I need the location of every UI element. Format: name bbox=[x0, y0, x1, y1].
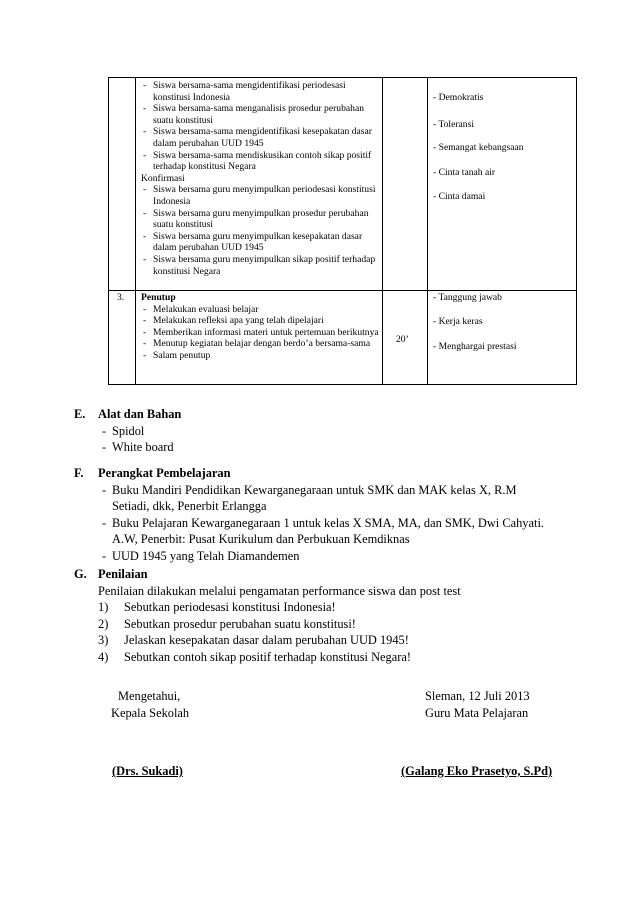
assessment-question bbox=[98, 599, 554, 616]
question-number: 2) bbox=[98, 616, 109, 631]
konfirmasi-item bbox=[141, 231, 379, 254]
section-title: Alat dan Bahan bbox=[98, 407, 182, 421]
bullet-icon: - bbox=[433, 191, 437, 202]
resource-item bbox=[98, 515, 554, 548]
teacher-title: Guru Mata Pelajaran bbox=[425, 706, 529, 720]
bullet-icon: - bbox=[102, 423, 107, 438]
bullet-icon: - bbox=[143, 253, 147, 265]
character-value-item bbox=[433, 341, 517, 353]
question-text: Sebutkan prosedur perubahan suatu konstitusi! bbox=[124, 616, 356, 631]
tool-item bbox=[98, 439, 181, 456]
bullet-icon: - bbox=[143, 315, 147, 327]
question-text: Jelaskan kesepakatan dasar dalam perubahan UUD 1945! bbox=[124, 633, 409, 648]
activity-item bbox=[141, 103, 379, 126]
konfirmasi-item bbox=[141, 208, 379, 231]
assessment-intro: Penilaian dilakukan melalui pengamatan performance siswa dan post test bbox=[98, 583, 461, 598]
activities-cell-penutup bbox=[141, 292, 379, 362]
resource-item-text: UUD 1945 yang Telah Diamandemen bbox=[112, 548, 300, 563]
section-title: Perangkat Pembelajaran bbox=[98, 466, 231, 480]
principal-name: (Drs. Sukadi) bbox=[112, 764, 183, 778]
assessment-question bbox=[98, 616, 554, 633]
bullet-icon: - bbox=[143, 80, 147, 91]
activity-item bbox=[141, 150, 379, 173]
character-value-text: Cinta tanah air bbox=[438, 167, 496, 178]
resource-item bbox=[98, 482, 554, 515]
bullet-icon: - bbox=[433, 292, 437, 303]
konfirmasi-item-text: Siswa bersama guru menyimpulkan kesepakatan dasar dalam perubahan UUD 1945 bbox=[153, 230, 363, 254]
section-e-heading bbox=[74, 406, 181, 423]
bullet-icon: - bbox=[143, 303, 147, 315]
resource-item-text: Buku Pelajaran Kewarganegaraan 1 untuk kelas X SMA, MA, dan SMK, Dwi Cahyati. A.W, Penerbit: Pusat Kurikulum dan Perbukuan Kemdiknas bbox=[112, 515, 544, 547]
character-value-item bbox=[433, 191, 485, 203]
question-number: 3) bbox=[98, 633, 109, 648]
character-value-text: Semangat kebangsaan bbox=[438, 142, 524, 153]
table-col-divider bbox=[135, 78, 136, 384]
section-e bbox=[74, 406, 181, 456]
character-value-item bbox=[433, 119, 474, 131]
penutup-item-text: Melakukan refleksi apa yang telah dipelajari bbox=[153, 315, 324, 327]
bullet-icon: - bbox=[143, 126, 147, 138]
konfirmasi-label: Konfirmasi bbox=[141, 172, 185, 184]
bullet-icon: - bbox=[143, 230, 147, 242]
penutup-item bbox=[141, 350, 379, 362]
penutup-item bbox=[141, 315, 379, 327]
bullet-icon: - bbox=[102, 515, 107, 530]
activity-item-text: Siswa bersama-sama mengidentifikasi periodesasi konstitusi Indonesia bbox=[153, 80, 346, 103]
penutup-item bbox=[141, 338, 379, 350]
activity-item-text: Siswa bersama-sama mendiskusikan contoh sikap positif terhadap konstitusi Negara bbox=[153, 149, 372, 173]
character-value-text: Kerja keras bbox=[438, 316, 483, 327]
bullet-icon: - bbox=[433, 341, 437, 352]
penutup-item bbox=[141, 304, 379, 316]
character-value-text: Toleransi bbox=[438, 119, 474, 130]
penutup-label: Penutup bbox=[141, 292, 176, 303]
question-number: 1) bbox=[98, 600, 109, 615]
penutup-item-text: Memberikan informasi materi untuk pertemuan berikutnya bbox=[153, 326, 379, 338]
values-cell-upper bbox=[433, 78, 573, 288]
lesson-activities-table bbox=[108, 77, 577, 385]
resource-item bbox=[98, 548, 554, 565]
activity-item-text: Siswa bersama-sama mengidentifikasi kesepakatan dasar dalam perubahan UUD 1945 bbox=[153, 126, 372, 149]
konfirmasi-item bbox=[141, 254, 379, 277]
character-value-text: Tanggung jawab bbox=[438, 292, 502, 303]
question-number: 4) bbox=[98, 649, 109, 664]
activities-cell-upper bbox=[141, 80, 379, 277]
penutup-item-text: Menutup kegiatan belajar dengan berdo’a bersama-sama bbox=[153, 338, 371, 350]
resource-item-text: Buku Mandiri Pendidikan Kewarganegaraan untuk SMK dan MAK kelas X, R.M Setiadi, dkk, Penerbit Erlangga bbox=[112, 482, 517, 514]
character-value-item bbox=[433, 92, 483, 104]
section-letter: F. bbox=[74, 466, 84, 480]
activity-item bbox=[141, 80, 379, 103]
character-value-text: Cinta damai bbox=[438, 191, 486, 202]
teacher-name: (Galang Eko Prasetyo, S.Pd) bbox=[401, 764, 553, 778]
values-cell-penutup bbox=[433, 290, 573, 380]
penutup-item bbox=[141, 327, 379, 339]
table-col-divider bbox=[382, 78, 383, 384]
character-value-item bbox=[433, 316, 483, 328]
row-number: 3. bbox=[117, 292, 125, 303]
bullet-icon: - bbox=[143, 326, 147, 338]
section-f bbox=[74, 465, 554, 565]
question-text: Sebutkan periodesasi konstitusi Indonesia! bbox=[124, 600, 336, 615]
tool-item-text: White board bbox=[112, 440, 174, 455]
section-g-heading bbox=[74, 566, 554, 583]
penutup-item-text: Salam penutup bbox=[153, 349, 211, 361]
character-value-item bbox=[433, 142, 524, 154]
section-title: Penilaian bbox=[98, 567, 148, 581]
bullet-icon: - bbox=[102, 548, 107, 563]
character-value-text: Demokratis bbox=[438, 92, 484, 103]
assessment-question bbox=[98, 649, 554, 666]
principal-title: Kepala Sekolah bbox=[111, 706, 190, 720]
bullet-icon: - bbox=[143, 149, 147, 161]
bullet-icon: - bbox=[102, 440, 107, 455]
character-value-item bbox=[433, 167, 495, 179]
assessment-question bbox=[98, 632, 554, 649]
bullet-icon: - bbox=[143, 338, 147, 350]
bullet-icon: - bbox=[433, 119, 437, 130]
section-letter: E. bbox=[74, 407, 86, 421]
bullet-icon: - bbox=[102, 482, 107, 497]
bullet-icon: - bbox=[433, 316, 437, 327]
bullet-icon: - bbox=[433, 167, 437, 178]
principal-greeting: Mengetahui, bbox=[118, 689, 181, 703]
konfirmasi-item-text: Siswa bersama guru menyimpulkan prosedur perubahan suatu konstitusi bbox=[153, 207, 369, 231]
activity-item bbox=[141, 126, 379, 149]
section-g bbox=[74, 566, 554, 666]
konfirmasi-item-text: Siswa bersama guru menyimpulkan periodesasi konstitusi Indonesia bbox=[153, 184, 376, 207]
table-col-divider bbox=[427, 78, 428, 384]
place-date: Sleman, 12 Juli 2013 bbox=[425, 689, 530, 703]
section-letter: G. bbox=[74, 567, 87, 581]
bullet-icon: - bbox=[143, 207, 147, 219]
bullet-icon: - bbox=[143, 349, 147, 361]
tool-item bbox=[98, 423, 181, 440]
character-value-item bbox=[433, 292, 502, 304]
activity-item-text: Siswa bersama-sama menganalisis prosedur perubahan suatu konstitusi bbox=[153, 103, 364, 126]
penutup-item-text: Melakukan evaluasi belajar bbox=[153, 303, 259, 315]
question-text: Sebutkan contoh sikap positif terhadap konstitusi Negara! bbox=[124, 649, 411, 664]
bullet-icon: - bbox=[143, 184, 147, 196]
bullet-icon: - bbox=[433, 142, 437, 153]
bullet-icon: - bbox=[433, 92, 437, 103]
bullet-icon: - bbox=[143, 103, 147, 115]
tool-item-text: Spidol bbox=[112, 423, 145, 438]
konfirmasi-item-text: Siswa bersama guru menyimpulkan sikap positif terhadap konstitusi Negara bbox=[153, 253, 376, 277]
character-value-text: Menghargai prestasi bbox=[438, 341, 517, 352]
konfirmasi-item bbox=[141, 184, 379, 207]
time-allocation: 20’ bbox=[396, 334, 409, 345]
section-f-heading bbox=[74, 465, 554, 482]
